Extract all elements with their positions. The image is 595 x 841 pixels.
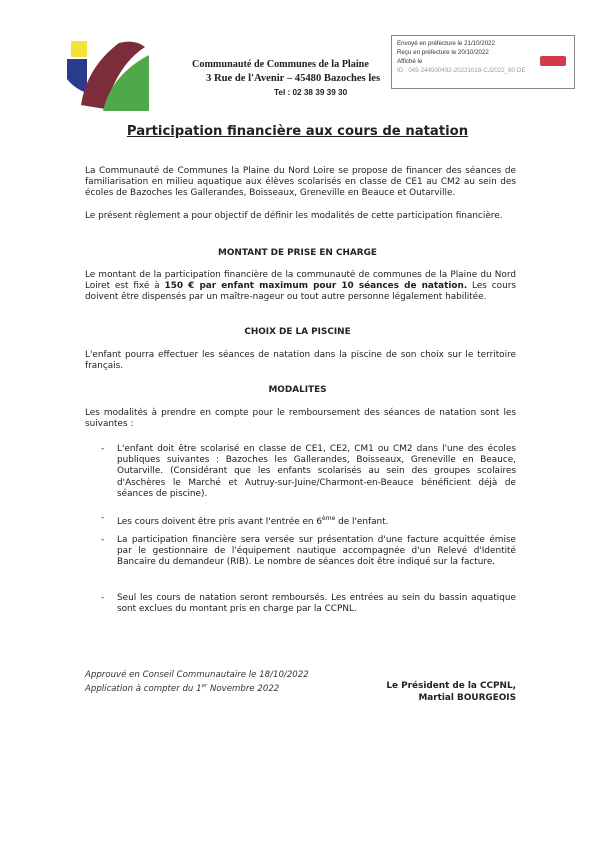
amount-paragraph — [85, 270, 516, 304]
prefecture-stamp — [391, 35, 575, 89]
org-name: Communauté de Communes de la Plaine — [192, 59, 369, 70]
amount-highlight: 150 € par enfant maximum pour 10 séances de natation. — [164, 281, 468, 292]
organization-header — [192, 58, 380, 100]
amount-text-start: Le montant de la participation financière de la communauté de communes de la Plaine du Nord Loiret est fixé à — [85, 270, 516, 292]
section-heading-pool: CHOIX DE LA PISCINE — [244, 327, 351, 337]
bullet-dash: - — [101, 593, 105, 603]
stamp-badge — [540, 56, 566, 66]
list-item — [101, 513, 516, 528]
section-heading-amount: MONTANT DE PRISE EN CHARGE — [218, 248, 377, 258]
stamp-id: ID : 045-244500492-20221018-CJ2022_60-DE — [397, 67, 526, 74]
application-date — [85, 681, 309, 695]
list-item — [101, 535, 516, 569]
bullet-dash: - — [101, 444, 105, 454]
purpose-paragraph: Le présent règlement a pour objectif de définir les modalités de cette participation financière. — [85, 211, 503, 221]
date-superscript: er — [201, 683, 208, 690]
signatory-title: Le Président de la CCPNL, — [386, 681, 516, 691]
bullet-text: La participation financière sera versée sur présentation d'une facture acquittée émise par le gestionnaire de l'équipement nautique accompagnée d'un Relevé d'Identité Bancaire du demandeur (RIB). Le nombre de séances doit être indiqué sur la facture. — [117, 535, 516, 568]
amount-text-end: Les cours doivent être dispensés par un maître-nageur ou tout autre personne légalement habilitée. — [85, 281, 516, 303]
modalities-intro: Les modalités à prendre en compte pour le remboursement des séances de natation sont les suivantes : — [85, 408, 516, 430]
bullet-dash: - — [101, 513, 105, 523]
signatory-name: Martial BOURGEOIS — [418, 692, 516, 703]
approval-date: Approuvé en Conseil Communautaire le 18/10/2022 — [85, 670, 309, 680]
document-title: Participation financière aux cours de natation — [126, 124, 469, 139]
approval-note — [85, 670, 309, 695]
section-heading-modalities: MODALITES — [268, 385, 327, 395]
application-date-start: Application à compter du 1 — [85, 684, 202, 695]
bullet-text — [117, 513, 516, 528]
grade-superscript: ème — [322, 515, 336, 522]
list-item — [101, 444, 516, 500]
ccpnl-logo — [65, 35, 153, 113]
pool-paragraph: L'enfant pourra effectuer les séances de natation dans la piscine de son choix sur le territoire français. — [85, 350, 516, 372]
signature-block — [386, 681, 516, 704]
bullet-text: Seul les cours de natation seront remboursés. Les entrées au sein du bassin aquatique sont exclues du montant pris en charge par la CCPNL. — [117, 593, 516, 615]
bullet-text: L'enfant doit être scolarisé en classe de CE1, CE2, CM1 ou CM2 dans l'une des écoles publiques suivantes : Bazoches les Gallerandes, Boisseaux, Greneville en Beauce, Outarville. (Considérant que les enfants scolarisés au sein des groupes scolaires d'Aschères le Marché et Autruy-sur-Juine/Charmont-en-Beauce bénéficient déjà de séances de piscine). — [117, 444, 516, 499]
application-date-end: Novembre 2022 — [207, 684, 280, 695]
list-item — [101, 593, 516, 615]
org-address: 3 Rue de l'Avenir – 45480 Bazoches les — [206, 73, 381, 84]
bullet-text-end: de l'enfant. — [335, 516, 389, 527]
stamp-posted: Affiché le — [397, 58, 423, 65]
stamp-sent: Envoyé en préfecture le 21/10/2022 — [397, 40, 496, 47]
intro-paragraph: La Communauté de Communes la Plaine du Nord Loire se propose de financer des séances de familiarisation en milieu aquatique aux élèves scolarisés en classe de CE1 au CM2 au sein des écoles de Bazoches les Gallerandes, Boisseaux, Greneville en Beauce et Outarville. — [85, 166, 516, 199]
bullet-text-start: Les cours doivent être pris avant l'entrée en 6 — [117, 516, 323, 527]
stamp-received: Reçu en préfecture le 20/10/2022 — [397, 49, 489, 56]
org-phone: Tel : 02 38 39 39 30 — [274, 88, 348, 97]
bullet-dash: - — [101, 535, 105, 545]
